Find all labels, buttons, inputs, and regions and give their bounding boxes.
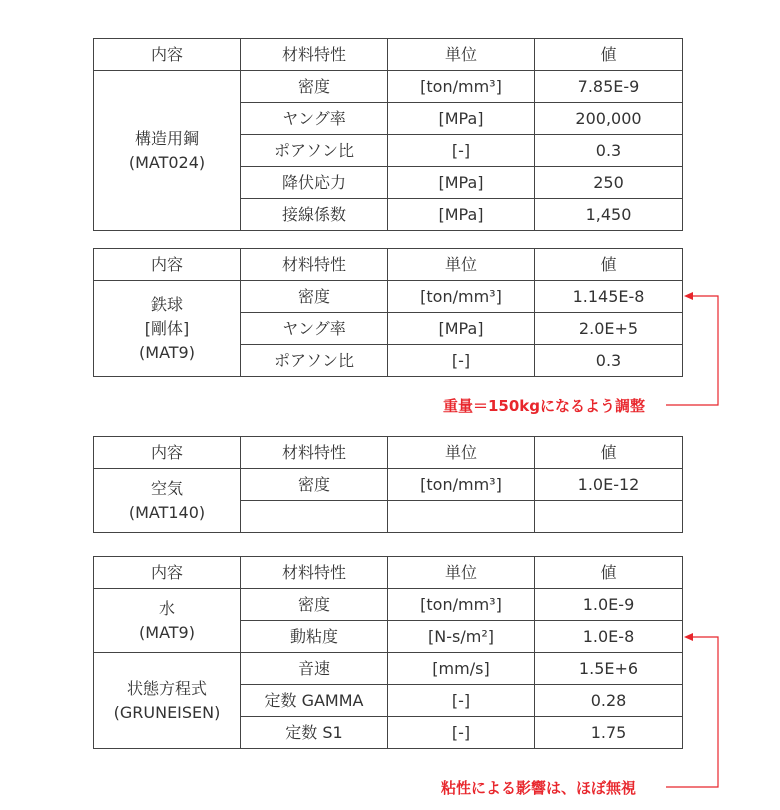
value-cell: 1.75 (535, 717, 683, 749)
header-content: 内容 (94, 39, 241, 71)
property-cell: 密度 (241, 469, 388, 501)
header-content: 内容 (94, 249, 241, 281)
unit-cell: [-] (388, 685, 535, 717)
unit-cell: [MPa] (388, 199, 535, 231)
unit-cell: [ton/mm³] (388, 281, 535, 313)
material-label-line: (GRUNEISEN) (113, 702, 221, 722)
arrow-viscosity (666, 637, 718, 787)
unit-cell: [-] (388, 345, 535, 377)
arrow-ball-weight-head (684, 292, 693, 300)
unit-cell: [ton/mm³] (388, 589, 535, 621)
value-cell: 1.0E-12 (535, 469, 683, 501)
property-cell: 定数 S1 (241, 717, 388, 749)
value-cell: 1,450 (535, 199, 683, 231)
header-content: 内容 (94, 557, 241, 589)
property-cell: 動粘度 (241, 621, 388, 653)
header-unit: 単位 (388, 437, 535, 469)
value-cell: 200,000 (535, 103, 683, 135)
value-cell: 1.5E+6 (535, 653, 683, 685)
value-cell: 1.0E-8 (535, 621, 683, 653)
unit-cell: [MPa] (388, 167, 535, 199)
unit-cell: [ton/mm³] (388, 469, 535, 501)
note-ball-weight: 重量＝150kgになるよう調整 (443, 397, 646, 415)
value-cell: 1.145E-8 (535, 281, 683, 313)
arrow-ball-weight-line (666, 296, 718, 405)
unit-cell: [-] (388, 717, 535, 749)
value-cell: 0.28 (535, 685, 683, 717)
property-cell: 接線係数 (241, 199, 388, 231)
unit-cell: [ton/mm³] (388, 71, 535, 103)
header-property: 材料特性 (241, 557, 388, 589)
property-cell: 音速 (241, 653, 388, 685)
property-cell: 密度 (241, 71, 388, 103)
property-cell: 降伏応力 (241, 167, 388, 199)
header-unit: 単位 (388, 557, 535, 589)
value-cell: 0.3 (535, 135, 683, 167)
property-cell: ヤング率 (241, 313, 388, 345)
value-cell: 7.85E-9 (535, 71, 683, 103)
value-cell: 250 (535, 167, 683, 199)
header-property: 材料特性 (241, 437, 388, 469)
unit-cell: [MPa] (388, 313, 535, 345)
property-cell: 密度 (241, 589, 388, 621)
header-content: 内容 (94, 437, 241, 469)
header-property: 材料特性 (241, 249, 388, 281)
material-label-line: 状態方程式 (126, 678, 207, 698)
arrow-viscosity-line (666, 637, 718, 787)
arrow-viscosity-head (684, 633, 693, 641)
value-cell: 0.3 (535, 345, 683, 377)
header-value: 値 (535, 249, 683, 281)
material-label-line: (MAT140) (128, 502, 206, 522)
header-unit: 単位 (388, 249, 535, 281)
header-value: 値 (535, 39, 683, 71)
material-label-line: [剛体] (144, 318, 190, 338)
property-cell: ポアソン比 (241, 345, 388, 377)
unit-cell: [MPa] (388, 103, 535, 135)
value-cell: 2.0E+5 (535, 313, 683, 345)
value-cell: 1.0E-9 (535, 589, 683, 621)
arrow-ball-weight (666, 296, 718, 405)
property-cell: ヤング率 (241, 103, 388, 135)
material-label-line: 空気 (150, 478, 183, 498)
material-label-line: 水 (158, 598, 175, 618)
unit-cell: [mm/s] (388, 653, 535, 685)
unit-cell: [-] (388, 135, 535, 167)
note-viscosity: 粘性による影響は、ほぼ無視 (441, 779, 637, 797)
header-value: 値 (535, 557, 683, 589)
material-label-line: (MAT9) (139, 622, 195, 642)
material-label-line: (MAT024) (128, 152, 206, 172)
material-label-line: 鉄球 (150, 294, 183, 314)
header-property: 材料特性 (241, 39, 388, 71)
header-unit: 単位 (388, 39, 535, 71)
property-cell: 密度 (241, 281, 388, 313)
property-cell: 定数 GAMMA (241, 685, 388, 717)
material-label-line: 構造用鋼 (134, 128, 199, 148)
material-label-line: (MAT9) (139, 342, 195, 362)
property-cell: ポアソン比 (241, 135, 388, 167)
unit-cell: [N-s/m²] (388, 621, 535, 653)
header-value: 値 (535, 437, 683, 469)
